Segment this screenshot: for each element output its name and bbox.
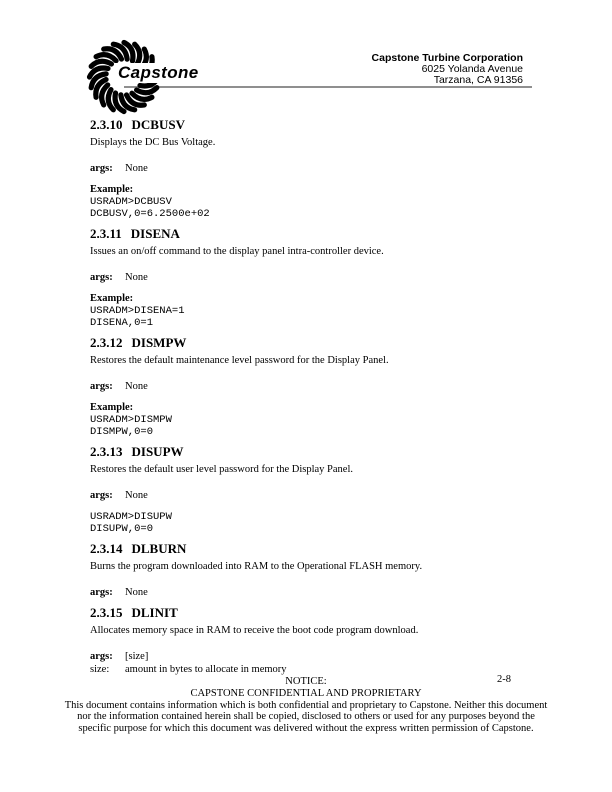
- section-description: Restores the default user level password for the Display Panel.: [90, 464, 354, 475]
- section-description: Issues an on/off command to the display panel intra-controller device.: [90, 246, 384, 257]
- args-value: None: [125, 490, 148, 501]
- confidential-title: CAPSTONE CONFIDENTIAL AND PROPRIETARY: [190, 687, 422, 699]
- section-name: DISUPW: [131, 444, 184, 459]
- args-label: args:: [90, 651, 113, 662]
- section-number: 2.3.13: [90, 444, 123, 459]
- args-value: None: [125, 272, 148, 283]
- size-arg-row: [90, 663, 542, 676]
- example-label: Example:: [90, 184, 134, 195]
- section-heading: [90, 542, 542, 556]
- args-value: [size]: [125, 651, 149, 662]
- section-description: Restores the default maintenance level password for the Display Panel.: [90, 355, 389, 366]
- address-city: Tarzana, CA 91356: [433, 74, 523, 86]
- section-description: Allocates memory space in RAM to receive the boot code program download.: [90, 625, 419, 636]
- section-description: Displays the DC Bus Voltage.: [90, 137, 216, 148]
- code-line: USRADM>DCBUSV: [90, 196, 172, 208]
- section-name: DISMPW: [131, 335, 187, 350]
- args-label: args:: [90, 272, 113, 283]
- section-name: DLINIT: [131, 605, 178, 620]
- args-row: [90, 271, 542, 284]
- args-row: [90, 489, 542, 502]
- code-line: DISUPW,0=0: [90, 523, 154, 535]
- section-dismpw: [90, 336, 542, 438]
- section-heading: [90, 118, 542, 132]
- section-name: DISENA: [130, 226, 180, 241]
- code-line: DCBUSV,0=6.2500e+02: [90, 208, 210, 220]
- example-code: [90, 511, 542, 535]
- code-line: DISENA,0=1: [90, 317, 154, 329]
- section-name: DCBUSV: [131, 117, 185, 132]
- code-line: USRADM>DISUPW: [90, 511, 172, 523]
- args-value: None: [125, 381, 148, 392]
- args-label: args:: [90, 163, 113, 174]
- section-dcbusv: [90, 118, 542, 220]
- notice-title: NOTICE:: [285, 676, 327, 687]
- section-name: DLBURN: [131, 541, 187, 556]
- args-row: [90, 380, 542, 393]
- size-value: amount in bytes to allocate in memory: [125, 664, 287, 675]
- section-number: 2.3.14: [90, 541, 123, 556]
- section-number: 2.3.10: [90, 117, 123, 132]
- confidentiality-footer: [61, 676, 551, 735]
- section-number: 2.3.11: [90, 226, 122, 241]
- page-number: 2-8: [497, 674, 511, 685]
- section-heading: [90, 227, 542, 241]
- args-row: [90, 162, 542, 175]
- address-street: 6025 Yolanda Avenue: [421, 63, 523, 75]
- section-dlinit: [90, 606, 542, 676]
- company-name: Capstone Turbine Corporation: [371, 52, 523, 64]
- example-code: [90, 414, 542, 438]
- example-code: [90, 196, 542, 220]
- section-description: Burns the program downloaded into RAM to the Operational FLASH memory.: [90, 561, 423, 572]
- page-content: [90, 118, 542, 683]
- code-line: USRADM>DISMPW: [90, 414, 172, 426]
- args-label: args:: [90, 587, 113, 598]
- header-rule: [124, 86, 532, 88]
- args-label: args:: [90, 490, 113, 501]
- code-line: USRADM>DISENA=1: [90, 305, 185, 317]
- section-number: 2.3.12: [90, 335, 123, 350]
- section-number: 2.3.15: [90, 605, 123, 620]
- args-label: args:: [90, 381, 113, 392]
- args-row: [90, 586, 542, 599]
- section-heading: [90, 445, 542, 459]
- size-label: size:: [90, 664, 110, 675]
- section-heading: [90, 336, 542, 350]
- code-line: DISMPW,0=0: [90, 426, 154, 438]
- args-value: None: [125, 163, 148, 174]
- confidential-body: This document contains information which is both confidential and proprietary to Capstone. Neither this document nor the information contained herein shall be copied, disclosed to others or used for any purposes beyond the specific purpose for which this document was delivered without the express written permission of Capstone.: [64, 699, 548, 735]
- args-value: None: [125, 587, 148, 598]
- example-code: [90, 305, 542, 329]
- section-disena: [90, 227, 542, 329]
- example-label: Example:: [90, 402, 134, 413]
- company-address: [372, 53, 523, 86]
- args-row: [90, 650, 542, 663]
- logo-wordmark: Capstone: [115, 63, 202, 83]
- section-dlburn: [90, 542, 542, 599]
- section-heading: [90, 606, 542, 620]
- example-label: Example:: [90, 293, 134, 304]
- section-disupw: [90, 445, 542, 535]
